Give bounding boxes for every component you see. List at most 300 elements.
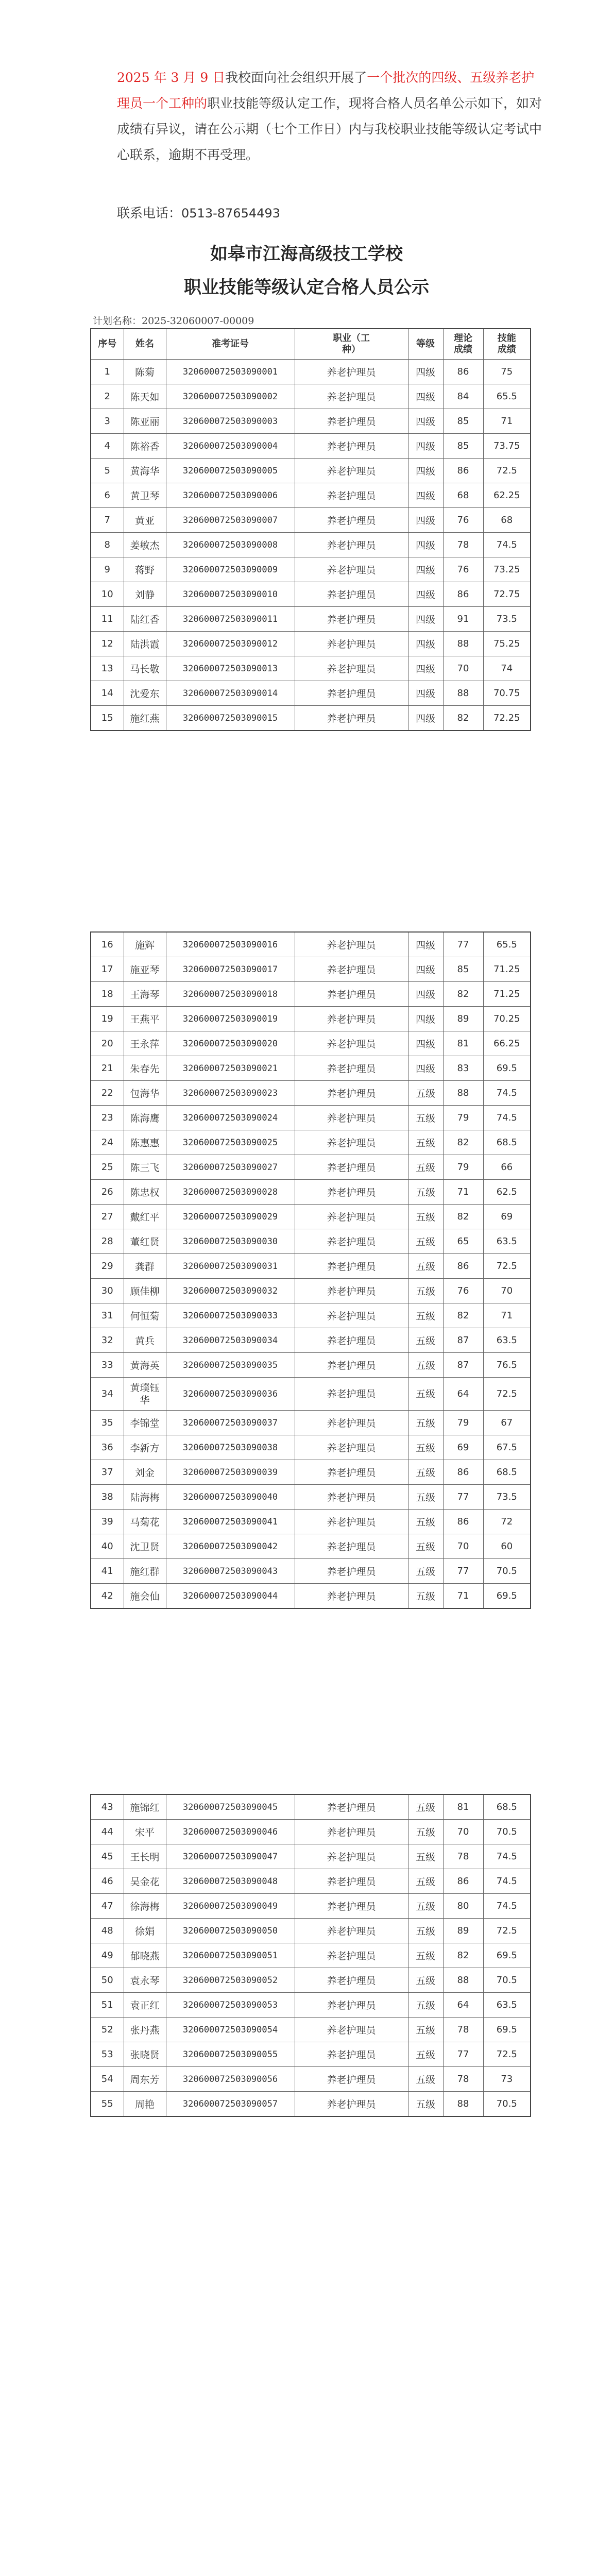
- row-skill-score: 72.5: [483, 2042, 531, 2067]
- row-name: 刘静: [124, 582, 166, 607]
- intro-text-1: 我校面向社会组织开展了: [225, 70, 367, 85]
- row-occupation: 养老护理员: [295, 582, 408, 607]
- row-level: 五级: [408, 1559, 443, 1584]
- row-occupation: 养老护理员: [295, 1993, 408, 2018]
- row-occupation: 养老护理员: [295, 1056, 408, 1081]
- row-occupation: 养老护理员: [295, 2042, 408, 2067]
- row-ticket-number: 320600072503090047: [166, 1844, 295, 1869]
- row-ticket-number: 320600072503090037: [166, 1411, 295, 1435]
- row-skill-score: 68.5: [483, 1460, 531, 1485]
- row-skill-score: 68.5: [483, 1130, 531, 1155]
- row-index: 1: [91, 360, 124, 384]
- row-occupation: 养老护理员: [295, 384, 408, 409]
- row-level: 四级: [408, 1056, 443, 1081]
- row-occupation: 养老护理员: [295, 1844, 408, 1869]
- row-name: 郁晓燕: [124, 1943, 166, 1968]
- row-theory-score: 70: [443, 656, 483, 681]
- row-name: 马长敬: [124, 656, 166, 681]
- row-ticket-number: 320600072503090040: [166, 1485, 295, 1510]
- row-occupation: 养老护理员: [295, 1303, 408, 1328]
- row-ticket-number: 320600072503090033: [166, 1303, 295, 1328]
- row-occupation: 养老护理员: [295, 1894, 408, 1919]
- row-level: 四级: [408, 656, 443, 681]
- row-occupation: 养老护理员: [295, 681, 408, 706]
- row-index: 55: [91, 2092, 124, 2117]
- row-occupation: 养老护理员: [295, 632, 408, 656]
- row-name: 王永萍: [124, 1031, 166, 1056]
- row-skill-score: 72.5: [483, 1378, 531, 1411]
- row-index: 47: [91, 1894, 124, 1919]
- table-row: [91, 982, 531, 1007]
- row-index: 9: [91, 557, 124, 582]
- row-index: 25: [91, 1155, 124, 1180]
- row-skill-score: 71.25: [483, 957, 531, 982]
- row-ticket-number: 320600072503090030: [166, 1229, 295, 1254]
- row-skill-score: 62.5: [483, 1180, 531, 1205]
- row-skill-score: 66: [483, 1155, 531, 1180]
- row-level: 五级: [408, 1303, 443, 1328]
- table-row: [91, 1584, 531, 1609]
- row-skill-score: 73.5: [483, 607, 531, 632]
- row-name: 陆洪霞: [124, 632, 166, 656]
- row-ticket-number: 320600072503090048: [166, 1869, 295, 1894]
- row-name: 周艳: [124, 2092, 166, 2117]
- table-row: [91, 2042, 531, 2067]
- row-name: 张丹燕: [124, 2018, 166, 2042]
- row-theory-score: 87: [443, 1353, 483, 1378]
- row-name: 徐娟: [124, 1919, 166, 1943]
- row-theory-score: 86: [443, 360, 483, 384]
- header-name: 姓名: [124, 329, 166, 360]
- table-row: [91, 1279, 531, 1303]
- row-index: 41: [91, 1559, 124, 1584]
- notice-title: 职业技能等级认定合格人员公示: [184, 277, 429, 298]
- row-level: 五级: [408, 2042, 443, 2067]
- row-level: 四级: [408, 706, 443, 731]
- row-name: 陆红香: [124, 607, 166, 632]
- row-skill-score: 71: [483, 1303, 531, 1328]
- table-row: [91, 1254, 531, 1279]
- row-index: 28: [91, 1229, 124, 1254]
- row-level: 五级: [408, 1584, 443, 1609]
- row-ticket-number: 320600072503090013: [166, 656, 295, 681]
- row-theory-score: 86: [443, 582, 483, 607]
- table-row: [91, 632, 531, 656]
- row-level: 五级: [408, 1844, 443, 1869]
- row-theory-score: 65: [443, 1229, 483, 1254]
- row-occupation: 养老护理员: [295, 1919, 408, 1943]
- row-skill-score: 63.5: [483, 1993, 531, 2018]
- table-row: [91, 1106, 531, 1130]
- row-ticket-number: 320600072503090006: [166, 483, 295, 508]
- row-theory-score: 79: [443, 1411, 483, 1435]
- row-level: 五级: [408, 1943, 443, 1968]
- row-theory-score: 85: [443, 434, 483, 459]
- row-skill-score: 75.25: [483, 632, 531, 656]
- row-occupation: 养老护理员: [295, 459, 408, 483]
- row-name: 黄海英: [124, 1353, 166, 1378]
- row-index: 38: [91, 1485, 124, 1510]
- row-level: 五级: [408, 2018, 443, 2042]
- row-name: 黄亚: [124, 508, 166, 533]
- row-skill-score: 72.5: [483, 1919, 531, 1943]
- row-name: 李锦堂: [124, 1411, 166, 1435]
- row-skill-score: 75: [483, 360, 531, 384]
- row-ticket-number: 320600072503090044: [166, 1584, 295, 1609]
- row-level: 四级: [408, 582, 443, 607]
- row-occupation: 养老护理员: [295, 1279, 408, 1303]
- row-name: 陈菊: [124, 360, 166, 384]
- row-index: 50: [91, 1968, 124, 1993]
- table-row: [91, 957, 531, 982]
- row-index: 21: [91, 1056, 124, 1081]
- row-ticket-number: 320600072503090038: [166, 1435, 295, 1460]
- row-ticket-number: 320600072503090039: [166, 1460, 295, 1485]
- row-occupation: 养老护理员: [295, 360, 408, 384]
- row-skill-score: 72: [483, 1510, 531, 1534]
- row-ticket-number: 320600072503090008: [166, 533, 295, 557]
- intro-text-2: 职业技能等级认定工作，现将合格人员名单公示如下，如对成绩有异议，请在公示期（七个工作日）内与我校职业技能等级认定考试中心联系，逾期不再受理。: [117, 96, 542, 162]
- row-index: 44: [91, 1820, 124, 1844]
- header-theory: [443, 329, 483, 360]
- row-level: 五级: [408, 1869, 443, 1894]
- table-row: [91, 483, 531, 508]
- row-index: 2: [91, 384, 124, 409]
- row-theory-score: 88: [443, 632, 483, 656]
- row-name: 包海华: [124, 1081, 166, 1106]
- row-theory-score: 89: [443, 1007, 483, 1031]
- row-theory-score: 83: [443, 1056, 483, 1081]
- row-skill-score: 60: [483, 1534, 531, 1559]
- row-theory-score: 77: [443, 1485, 483, 1510]
- row-theory-score: 78: [443, 1844, 483, 1869]
- table-row: [91, 1943, 531, 1968]
- row-index: 18: [91, 982, 124, 1007]
- row-skill-score: 68.5: [483, 1794, 531, 1820]
- row-theory-score: 88: [443, 1968, 483, 1993]
- row-occupation: 养老护理员: [295, 1031, 408, 1056]
- row-index: 35: [91, 1411, 124, 1435]
- row-theory-score: 79: [443, 1106, 483, 1130]
- row-ticket-number: 320600072503090053: [166, 1993, 295, 2018]
- row-skill-score: 73: [483, 2067, 531, 2092]
- row-occupation: 养老护理员: [295, 932, 408, 957]
- row-level: 四级: [408, 459, 443, 483]
- header-theory-text: 理论成绩: [454, 333, 472, 355]
- row-ticket-number: 320600072503090046: [166, 1820, 295, 1844]
- row-ticket-number: 320600072503090019: [166, 1007, 295, 1031]
- table-row: [91, 409, 531, 434]
- row-occupation: 养老护理员: [295, 1510, 408, 1534]
- row-theory-score: 69: [443, 1435, 483, 1460]
- row-skill-score: 70.75: [483, 681, 531, 706]
- table-header-row: [91, 329, 531, 360]
- row-theory-score: 71: [443, 1584, 483, 1609]
- row-theory-score: 86: [443, 1460, 483, 1485]
- table-row: [91, 1993, 531, 2018]
- row-occupation: 养老护理员: [295, 434, 408, 459]
- row-occupation: 养老护理员: [295, 1155, 408, 1180]
- row-level: 四级: [408, 508, 443, 533]
- row-index: 29: [91, 1254, 124, 1279]
- row-ticket-number: 320600072503090043: [166, 1559, 295, 1584]
- contact-line: [117, 203, 280, 222]
- row-level: 五级: [408, 1894, 443, 1919]
- row-name: 徐海梅: [124, 1894, 166, 1919]
- row-theory-score: 77: [443, 1559, 483, 1584]
- row-name: 沈爱东: [124, 681, 166, 706]
- row-occupation: 养老护理员: [295, 1435, 408, 1460]
- row-theory-score: 81: [443, 1031, 483, 1056]
- table-row: [91, 1378, 531, 1411]
- row-occupation: 养老护理员: [295, 2092, 408, 2117]
- row-skill-score: 70.25: [483, 1007, 531, 1031]
- header-level: 等级: [408, 329, 443, 360]
- row-theory-score: 76: [443, 1279, 483, 1303]
- row-index: 42: [91, 1584, 124, 1609]
- row-ticket-number: 320600072503090018: [166, 982, 295, 1007]
- row-ticket-number: 320600072503090027: [166, 1155, 295, 1180]
- row-level: 五级: [408, 1081, 443, 1106]
- row-theory-score: 70: [443, 1820, 483, 1844]
- intro-red-text: 一个批次的四级、五级养老护理员一个工种的: [117, 70, 535, 111]
- header-occupation: [295, 329, 408, 360]
- row-index: 45: [91, 1844, 124, 1869]
- row-theory-score: 77: [443, 932, 483, 957]
- row-index: 3: [91, 409, 124, 434]
- table-row: [91, 533, 531, 557]
- row-level: 四级: [408, 932, 443, 957]
- row-occupation: 养老护理员: [295, 1943, 408, 1968]
- row-theory-score: 64: [443, 1378, 483, 1411]
- row-ticket-number: 320600072503090054: [166, 2018, 295, 2042]
- row-name: 刘金: [124, 1460, 166, 1485]
- table-row: [91, 1180, 531, 1205]
- row-occupation: 养老护理员: [295, 1559, 408, 1584]
- results-table-page-1: [90, 328, 531, 731]
- row-occupation: 养老护理员: [295, 1353, 408, 1378]
- row-index: 40: [91, 1534, 124, 1559]
- results-table-page-3: [90, 1794, 531, 2117]
- row-theory-score: 82: [443, 982, 483, 1007]
- row-name: 朱春先: [124, 1056, 166, 1081]
- row-index: 54: [91, 2067, 124, 2092]
- row-occupation: 养老护理员: [295, 1081, 408, 1106]
- row-theory-score: 87: [443, 1328, 483, 1353]
- row-index: 36: [91, 1435, 124, 1460]
- row-name: 黄海华: [124, 459, 166, 483]
- row-name: 周东芳: [124, 2067, 166, 2092]
- row-level: 五级: [408, 1279, 443, 1303]
- row-name: 姜敏杰: [124, 533, 166, 557]
- row-occupation: 养老护理员: [295, 1229, 408, 1254]
- table-row: [91, 1056, 531, 1081]
- table-row: [91, 1007, 531, 1031]
- row-theory-score: 91: [443, 607, 483, 632]
- table-row: [91, 1435, 531, 1460]
- row-theory-score: 81: [443, 1794, 483, 1820]
- row-index: 39: [91, 1510, 124, 1534]
- row-skill-score: 69.5: [483, 1943, 531, 1968]
- row-level: 五级: [408, 1378, 443, 1411]
- table-row: [91, 1794, 531, 1820]
- row-theory-score: 82: [443, 1205, 483, 1229]
- row-index: 5: [91, 459, 124, 483]
- row-name: 施亚琴: [124, 957, 166, 982]
- row-ticket-number: 320600072503090025: [166, 1130, 295, 1155]
- table-row: [91, 1919, 531, 1943]
- row-name: 陆海梅: [124, 1485, 166, 1510]
- row-occupation: 养老护理员: [295, 1869, 408, 1894]
- row-theory-score: 88: [443, 2092, 483, 2117]
- row-level: 五级: [408, 1820, 443, 1844]
- row-skill-score: 65.5: [483, 384, 531, 409]
- table-row: [91, 582, 531, 607]
- row-theory-score: 82: [443, 706, 483, 731]
- row-skill-score: 69.5: [483, 2018, 531, 2042]
- row-ticket-number: 320600072503090004: [166, 434, 295, 459]
- row-index: 46: [91, 1869, 124, 1894]
- row-occupation: 养老护理员: [295, 1460, 408, 1485]
- row-occupation: 养老护理员: [295, 1411, 408, 1435]
- row-skill-score: 69.5: [483, 1056, 531, 1081]
- row-level: 五级: [408, 1919, 443, 1943]
- row-skill-score: 72.25: [483, 706, 531, 731]
- row-skill-score: 74.5: [483, 1894, 531, 1919]
- row-level: 五级: [408, 1254, 443, 1279]
- row-index: 37: [91, 1460, 124, 1485]
- table-row: [91, 1534, 531, 1559]
- row-index: 22: [91, 1081, 124, 1106]
- table-row: [91, 706, 531, 731]
- row-level: 五级: [408, 1993, 443, 2018]
- row-index: 49: [91, 1943, 124, 1968]
- row-ticket-number: 320600072503090009: [166, 557, 295, 582]
- row-level: 四级: [408, 1031, 443, 1056]
- row-name: 何恒菊: [124, 1303, 166, 1328]
- row-name: 陈裕香: [124, 434, 166, 459]
- table-row: [91, 1353, 531, 1378]
- row-skill-score: 62.25: [483, 483, 531, 508]
- row-ticket-number: 320600072503090045: [166, 1794, 295, 1820]
- table-row: [91, 1510, 531, 1534]
- row-skill-score: 74.5: [483, 1844, 531, 1869]
- table-row: [91, 1869, 531, 1894]
- row-name: 董红贤: [124, 1229, 166, 1254]
- table-row: [91, 1328, 531, 1353]
- row-name: 蒋野: [124, 557, 166, 582]
- row-level: 四级: [408, 384, 443, 409]
- row-theory-score: 82: [443, 1943, 483, 1968]
- row-ticket-number: 320600072503090020: [166, 1031, 295, 1056]
- table-row: [91, 932, 531, 957]
- row-level: 五级: [408, 1229, 443, 1254]
- row-skill-score: 71: [483, 409, 531, 434]
- school-title: 如皋市江海高级技工学校: [210, 244, 403, 264]
- row-name: 施锦红: [124, 1794, 166, 1820]
- table-row: [91, 1894, 531, 1919]
- table-row: [91, 434, 531, 459]
- contact-phone: 0513-87654493: [181, 206, 280, 221]
- row-ticket-number: 320600072503090035: [166, 1353, 295, 1378]
- row-occupation: 养老护理员: [295, 1378, 408, 1411]
- row-index: 26: [91, 1180, 124, 1205]
- row-theory-score: 76: [443, 557, 483, 582]
- header-index: 序号: [91, 329, 124, 360]
- table-row: [91, 607, 531, 632]
- row-name: 陈天如: [124, 384, 166, 409]
- row-name: 吴金花: [124, 1869, 166, 1894]
- row-occupation: 养老护理员: [295, 2018, 408, 2042]
- row-occupation: 养老护理员: [295, 1968, 408, 1993]
- intro-date: 2025 年 3 月 9 日: [117, 70, 226, 85]
- row-occupation: 养老护理员: [295, 1534, 408, 1559]
- row-ticket-number: 320600072503090017: [166, 957, 295, 982]
- row-name: 陈亚丽: [124, 409, 166, 434]
- row-ticket-number: 320600072503090005: [166, 459, 295, 483]
- row-skill-score: 63.5: [483, 1328, 531, 1353]
- row-skill-score: 70.5: [483, 1559, 531, 1584]
- row-name: 张晓贤: [124, 2042, 166, 2067]
- row-ticket-number: 320600072503090032: [166, 1279, 295, 1303]
- row-theory-score: 89: [443, 1919, 483, 1943]
- row-level: 五级: [408, 1460, 443, 1485]
- row-index: 43: [91, 1794, 124, 1820]
- row-ticket-number: 320600072503090024: [166, 1106, 295, 1130]
- row-occupation: 养老护理员: [295, 656, 408, 681]
- row-level: 五级: [408, 2067, 443, 2092]
- table-row: [91, 508, 531, 533]
- row-ticket-number: 320600072503090011: [166, 607, 295, 632]
- row-level: 五级: [408, 1485, 443, 1510]
- row-occupation: 养老护理员: [295, 982, 408, 1007]
- row-index: 17: [91, 957, 124, 982]
- row-occupation: 养老护理员: [295, 1485, 408, 1510]
- row-ticket-number: 320600072503090036: [166, 1378, 295, 1411]
- table-row: [91, 2067, 531, 2092]
- row-index: 33: [91, 1353, 124, 1378]
- row-skill-score: 69: [483, 1205, 531, 1229]
- table-row: [91, 1229, 531, 1254]
- row-name: 宋平: [124, 1820, 166, 1844]
- row-skill-score: 74.5: [483, 533, 531, 557]
- row-skill-score: 73.75: [483, 434, 531, 459]
- row-level: 五级: [408, 1534, 443, 1559]
- row-name: 陈忠权: [124, 1180, 166, 1205]
- header-ticket: 准考证号: [166, 329, 295, 360]
- row-level: 四级: [408, 607, 443, 632]
- row-skill-score: 73.25: [483, 557, 531, 582]
- table-row: [91, 1968, 531, 1993]
- row-ticket-number: 320600072503090021: [166, 1056, 295, 1081]
- row-level: 五级: [408, 1794, 443, 1820]
- row-skill-score: 69.5: [483, 1584, 531, 1609]
- row-name: 顾佳柳: [124, 1279, 166, 1303]
- row-ticket-number: 320600072503090015: [166, 706, 295, 731]
- row-name: 李新方: [124, 1435, 166, 1460]
- table-row: [91, 681, 531, 706]
- row-occupation: 养老护理员: [295, 483, 408, 508]
- row-occupation: 养老护理员: [295, 1254, 408, 1279]
- row-skill-score: 74.5: [483, 1869, 531, 1894]
- table-row: [91, 360, 531, 384]
- row-skill-score: 70: [483, 1279, 531, 1303]
- row-index: 7: [91, 508, 124, 533]
- table-row: [91, 384, 531, 409]
- row-level: 五级: [408, 1155, 443, 1180]
- table-row: [91, 656, 531, 681]
- row-level: 四级: [408, 409, 443, 434]
